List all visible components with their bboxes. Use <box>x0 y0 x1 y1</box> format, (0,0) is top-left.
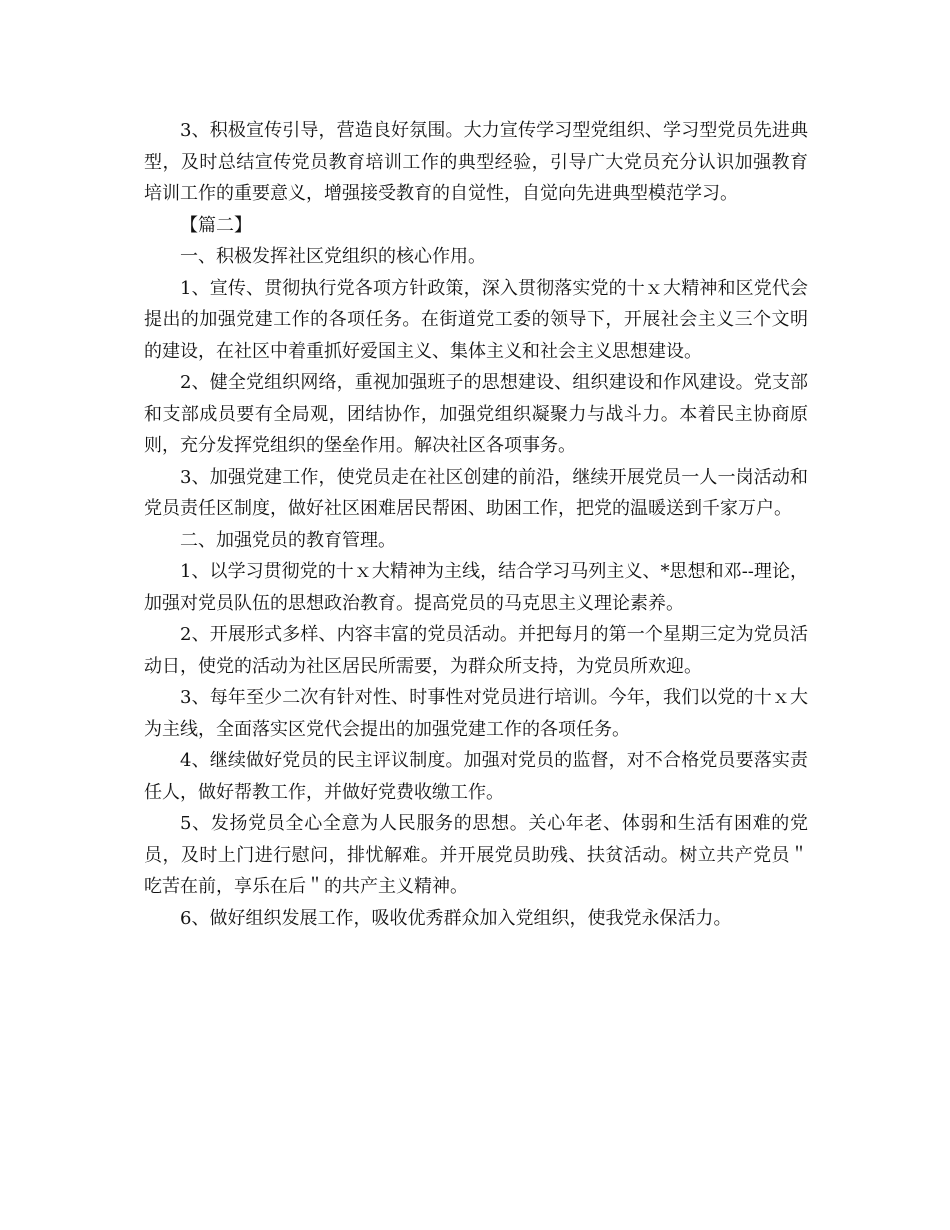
heading-member-education: 二、加强党员的教育管理。 <box>180 529 396 551</box>
paragraph-evaluation: 4、继续做好党员的民主评议制度。加强对党员的监督，对不合格党员要落实责任人，做好帮教工作，并做好党费收缴工作。 <box>144 750 808 803</box>
paragraph-training: 3、每年至少二次有针对性、时事性对党员进行培训。今年，我们以党的十ｘ大为主线，全面落实区党代会提出的加强党建工作的各项任务。 <box>144 687 808 740</box>
paragraph-study: 1、以学习贯彻党的十ｘ大精神为主线，结合学习马列主义、*思想和邓--理论，加强对党员队伍的思想政治教育。提高党员的马克思主义理论素养。 <box>144 561 808 614</box>
section-heading-part-two: 【篇二】 <box>180 214 252 236</box>
heading-core-role: 一、积极发挥社区党组织的核心作用。 <box>180 246 486 267</box>
document-body <box>144 115 808 934</box>
paragraph-activities: 2、开展形式多样、内容丰富的党员活动。并把每月的第一个星期三定为党员活动日，使党的活动为社区居民所需要，为群众所支持，为党员所欢迎。 <box>144 624 808 677</box>
paragraph-development: 6、做好组织发展工作，吸收优秀群众加入党组织，使我党永保活力。 <box>180 907 732 929</box>
paragraph-policy: 1、宣传、贯彻执行党各项方针政策，深入贯彻落实党的十ｘ大精神和区党代会提出的加强党建工作的各项任务。在街道党工委的领导下，开展社会主义三个文明的建设，在社区中着重抓好爱国主义、集体主义和社会主义思想建设。 <box>144 277 808 362</box>
paragraph-network: 2、健全党组织网络，重视加强班子的思想建设、组织建设和作风建设。党支部和支部成员要有全局观，团结协作，加强党组织凝聚力与战斗力。本着民主协商原则，充分发挥党组织的堡垒作用。解决社区各项事务。 <box>144 372 808 456</box>
paragraph-party-building: 3、加强党建工作，使党员走在社区创建的前沿，继续开展党员一人一岗活动和党员责任区制度，做好社区困难居民帮困、助困工作，把党的温暖送到千家万户。 <box>144 466 808 519</box>
paragraph-publicity: 3、积极宣传引导，营造良好氛围。大力宣传学习型党组织、学习型党员先进典型，及时总结宣传党员教育培训工作的典型经验，引导广大党员充分认识加强教育培训工作的重要意义，增强接受教育的自觉性，自觉向先进典型模范学习。 <box>144 120 808 204</box>
paragraph-service: 5、发扬党员全心全意为人民服务的思想。关心年老、体弱和生活有困难的党员，及时上门进行慰问，排忧解难。并开展党员助残、扶贫活动。树立共产党员＂吃苦在前，享乐在后＂的共产主义精神。 <box>144 813 808 897</box>
